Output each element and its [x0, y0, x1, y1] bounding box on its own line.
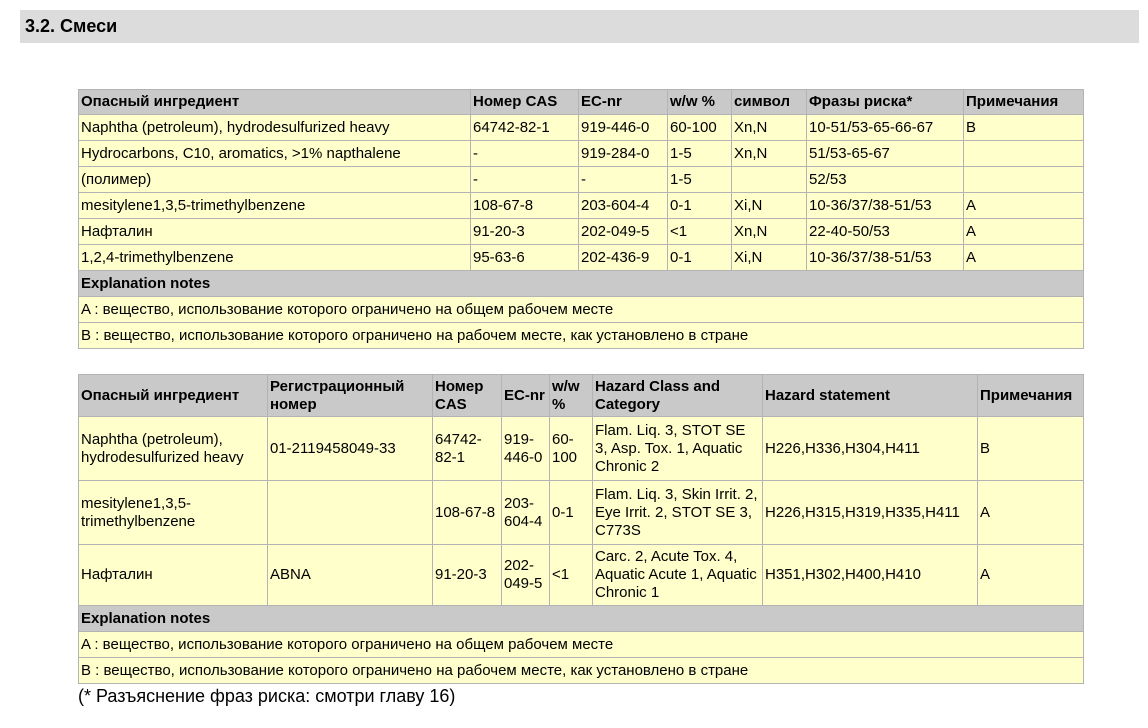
cell-ec: 919-446-0 [579, 115, 668, 141]
cell-ww: 60-100 [550, 417, 593, 481]
explanation-note-b: B : вещество, использование которого ограничено на рабочем месте, как установлено в стране [79, 658, 1084, 684]
cell-ingredient: mesitylene1,3,5-trimethylbenzene [79, 481, 268, 545]
col-header-notes: Примечания [978, 375, 1084, 417]
cell-ingredient: Нафталин [79, 545, 268, 606]
cell-notes [964, 167, 1084, 193]
table-row [79, 545, 1084, 606]
col-header-hazard-class: Hazard Class and Category [593, 375, 763, 417]
col-header-cas: Номер CAS [433, 375, 502, 417]
cell-ec: 203-604-4 [502, 481, 550, 545]
cell-ec: 202-436-9 [579, 245, 668, 271]
col-header-notes: Примечания [964, 90, 1084, 115]
explanation-notes-title: Explanation notes [79, 606, 1084, 632]
cell-symbol: Xi,N [732, 193, 807, 219]
explanation-notes-header [79, 271, 1084, 297]
table-row [79, 481, 1084, 545]
col-header-ingredient: Опасный ингредиент [79, 90, 471, 115]
table-row [79, 167, 1084, 193]
cell-ingredient: Нафталин [79, 219, 471, 245]
cell-ww: 1-5 [668, 141, 732, 167]
table-row [79, 115, 1084, 141]
cell-ec: 919-284-0 [579, 141, 668, 167]
cell-ww: <1 [668, 219, 732, 245]
cell-notes: A [964, 219, 1084, 245]
cell-ingredient: 1,2,4-trimethylbenzene [79, 245, 471, 271]
cell-risk-phrases: 51/53-65-67 [807, 141, 964, 167]
cell-notes: B [978, 417, 1084, 481]
col-header-cas: Номер CAS [471, 90, 579, 115]
explanation-note-b: B : вещество, использование которого ограничено на рабочем месте, как установлено в стране [79, 323, 1084, 349]
explanation-note-row [79, 297, 1084, 323]
cell-ww: 0-1 [550, 481, 593, 545]
cell-ingredient: (полимер) [79, 167, 471, 193]
cell-notes [964, 141, 1084, 167]
col-header-symbol: символ [732, 90, 807, 115]
cell-cas: 91-20-3 [471, 219, 579, 245]
cell-symbol: Xi,N [732, 245, 807, 271]
explanation-notes-header [79, 606, 1084, 632]
col-header-registration: Регистрационный номер [268, 375, 433, 417]
cell-cas: 91-20-3 [433, 545, 502, 606]
table-row [79, 417, 1084, 481]
cell-ww: 0-1 [668, 193, 732, 219]
cell-hazard-statement: H226,H315,H319,H335,H411 [763, 481, 978, 545]
cell-symbol: Xn,N [732, 219, 807, 245]
col-header-risk-phrases: Фразы риска* [807, 90, 964, 115]
cell-ingredient: mesitylene1,3,5-trimethylbenzene [79, 193, 471, 219]
table-row [79, 193, 1084, 219]
cell-notes: A [964, 245, 1084, 271]
section-header [20, 10, 1139, 43]
table-row [79, 219, 1084, 245]
table-header-row [79, 90, 1084, 115]
explanation-note-a: A : вещество, использование которого ограничено на общем рабочем месте [79, 632, 1084, 658]
col-header-ww: w/w % [668, 90, 732, 115]
cell-ww: 0-1 [668, 245, 732, 271]
col-header-ec: EC-nr [579, 90, 668, 115]
cell-notes: A [964, 193, 1084, 219]
cell-ec: - [579, 167, 668, 193]
cell-hazard-class: Carc. 2, Acute Tox. 4, Aquatic Acute 1, Aquatic Chronic 1 [593, 545, 763, 606]
cell-ingredient: Naphtha (petroleum), hydrodesulfurized heavy [79, 417, 268, 481]
hazard-class-table [78, 374, 1084, 684]
explanation-note-row [79, 632, 1084, 658]
col-header-ec: EC-nr [502, 375, 550, 417]
cell-ww: 1-5 [668, 167, 732, 193]
table-row [79, 141, 1084, 167]
col-header-hazard-statement: Hazard statement [763, 375, 978, 417]
col-header-ingredient: Опасный ингредиент [79, 375, 268, 417]
cell-registration: 01-2119458049-33 [268, 417, 433, 481]
col-header-ww: w/w % [550, 375, 593, 417]
cell-ww: <1 [550, 545, 593, 606]
cell-cas: 64742-82-1 [471, 115, 579, 141]
cell-symbol: Xn,N [732, 115, 807, 141]
cell-ec: 919-446-0 [502, 417, 550, 481]
explanation-note-a: A : вещество, использование которого ограничено на общем рабочем месте [79, 297, 1084, 323]
cell-cas: - [471, 167, 579, 193]
cell-risk-phrases: 10-51/53-65-66-67 [807, 115, 964, 141]
risk-phrases-footnote: (* Разъяснение фраз риска: смотри главу 16) [78, 686, 456, 706]
explanation-note-row [79, 658, 1084, 684]
cell-ingredient: Naphtha (petroleum), hydrodesulfurized heavy [79, 115, 471, 141]
cell-ec: 202-049-5 [502, 545, 550, 606]
cell-hazard-statement: H351,H302,H400,H410 [763, 545, 978, 606]
cell-notes: A [978, 481, 1084, 545]
cell-risk-phrases: 52/53 [807, 167, 964, 193]
cell-ec: 202-049-5 [579, 219, 668, 245]
cell-symbol [732, 167, 807, 193]
cell-registration: ABNA [268, 545, 433, 606]
cell-ec: 203-604-4 [579, 193, 668, 219]
cell-ww: 60-100 [668, 115, 732, 141]
cell-registration [268, 481, 433, 545]
table-header-row [79, 375, 1084, 417]
section-title: 3.2. Смеси [25, 16, 118, 36]
cell-symbol: Xn,N [732, 141, 807, 167]
cell-hazard-class: Flam. Liq. 3, STOT SE 3, Asp. Tox. 1, Aquatic Chronic 2 [593, 417, 763, 481]
cell-hazard-statement: H226,H336,H304,H411 [763, 417, 978, 481]
table-row [79, 245, 1084, 271]
cell-risk-phrases: 22-40-50/53 [807, 219, 964, 245]
cell-cas: 108-67-8 [433, 481, 502, 545]
cell-risk-phrases: 10-36/37/38-51/53 [807, 193, 964, 219]
cell-cas: 95-63-6 [471, 245, 579, 271]
cell-risk-phrases: 10-36/37/38-51/53 [807, 245, 964, 271]
cell-cas: 108-67-8 [471, 193, 579, 219]
explanation-notes-title: Explanation notes [79, 271, 1084, 297]
explanation-note-row [79, 323, 1084, 349]
risk-phrases-table [78, 89, 1084, 349]
cell-cas: - [471, 141, 579, 167]
cell-notes: A [978, 545, 1084, 606]
cell-hazard-class: Flam. Liq. 3, Skin Irrit. 2, Eye Irrit. 2, STOT SE 3, C773S [593, 481, 763, 545]
cell-ingredient: Hydrocarbons, C10, aromatics, >1% napthalene [79, 141, 471, 167]
cell-notes: B [964, 115, 1084, 141]
cell-cas: 64742-82-1 [433, 417, 502, 481]
